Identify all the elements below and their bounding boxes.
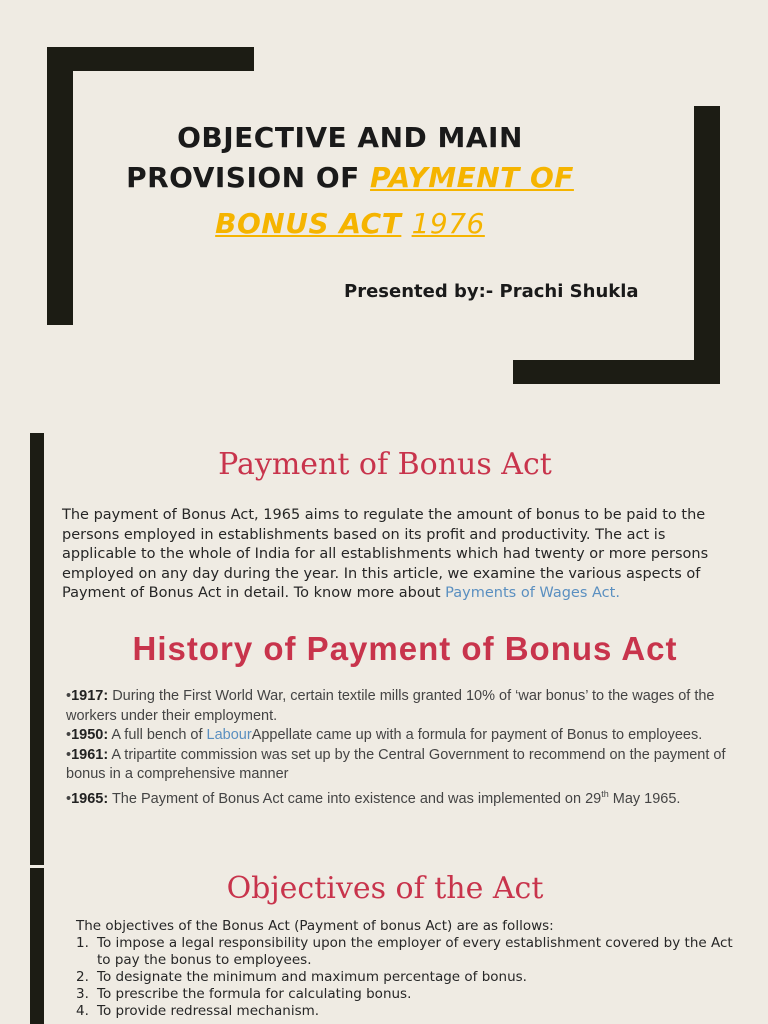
history-item-1950: •1950: A full bench of LabourAppellate came up with a formula for payment of Bonus to employees. [66, 727, 703, 743]
list-item: 1. To impose a legal responsibility upon the employer of every establishment covered by the Act to pay the bonus to employees. [76, 935, 733, 968]
slide-left-bar [30, 868, 44, 1024]
objectives-intro: The objectives of the Bonus Act (Payment of bonus Act) are as follows: [76, 918, 554, 934]
section-heading-payment-of-bonus-act: Payment of Bonus Act [218, 447, 552, 482]
history-year: 1950: [71, 727, 109, 743]
slide-left-bar [30, 433, 44, 865]
title-highlight-1: PAYMENT OF [370, 161, 574, 194]
history-superscript: th [601, 788, 609, 799]
frame-bottom-right-horizontal [513, 360, 720, 384]
title-line-3 [100, 204, 600, 244]
history-text-after: May 1965. [608, 790, 681, 807]
slide-title [100, 118, 600, 244]
frame-top-left-horizontal [47, 47, 254, 71]
list-item: 2. To designate the minimum and maximum percentage of bonus. [76, 969, 527, 985]
title-line-2-prefix: PROVISION OF [126, 161, 360, 194]
history-text: A tripartite commission was set up by the Central Government to recommend on the payment of bonus in a comprehensive manner [66, 746, 726, 782]
frame-bottom-right-vertical [694, 106, 720, 384]
title-line-2 [100, 158, 600, 198]
payments-of-wages-link[interactable]: Payments of Wages Act. [440, 585, 620, 601]
frame-top-left-vertical [47, 47, 73, 325]
list-item: 3. To prescribe the formula for calculating bonus. [76, 986, 412, 1002]
title-year: 1976 [411, 207, 485, 240]
history-year: 1965: [71, 790, 109, 807]
intro-paragraph-text: The payment of Bonus Act, 1965 aims to regulate the amount of bonus to be paid to the persons employed in establishments based on its profit and productivity. The act is applicable to the whole of India for all establishments which had twenty or more persons employed on any day during the year. In this article, we examine the various aspects of Payment of Bonus Act in detail. To know more about [62, 507, 709, 601]
labour-link[interactable]: Labour [206, 727, 252, 743]
title-highlight-2: BONUS ACT [215, 207, 402, 240]
section-heading-objectives: Objectives of the Act [226, 871, 544, 906]
list-item: 4. To provide redressal mechanism. [76, 1003, 320, 1019]
history-year: 1961: [71, 746, 109, 763]
intro-paragraph [62, 506, 732, 604]
history-year: 1917: [71, 688, 109, 704]
history-text: Appellate came up with a formula for payment of Bonus to employees. [251, 727, 703, 743]
history-text: During the First World War, certain textile mills granted 10% of ‘war bonus’ to the wages of the workers under their employment. [66, 688, 715, 724]
history-item-1917: •1917: During the First World War, certain textile mills granted 10% of ‘war bonus’ to the wages of the workers under their employment. [66, 688, 715, 724]
title-line-1: OBJECTIVE AND MAIN [177, 121, 523, 154]
presenter-credit: Presented by:- Prachi Shukla [344, 281, 639, 302]
history-text-pre: A full bench of [111, 727, 207, 743]
section-heading-history: History of Payment of Bonus Act [132, 630, 678, 667]
history-item-1965: •1965: The Payment of Bonus Act came into existence and was implemented on 29th May 1965. [66, 788, 681, 807]
objectives-list [76, 935, 736, 1020]
history-item-1961: •1961: A tripartite commission was set up by the Central Government to recommend on the payment of bonus in a comprehensive manner [66, 746, 726, 782]
history-text: The Payment of Bonus Act came into existence and was implemented on 29 [111, 790, 602, 807]
history-list [66, 687, 746, 809]
